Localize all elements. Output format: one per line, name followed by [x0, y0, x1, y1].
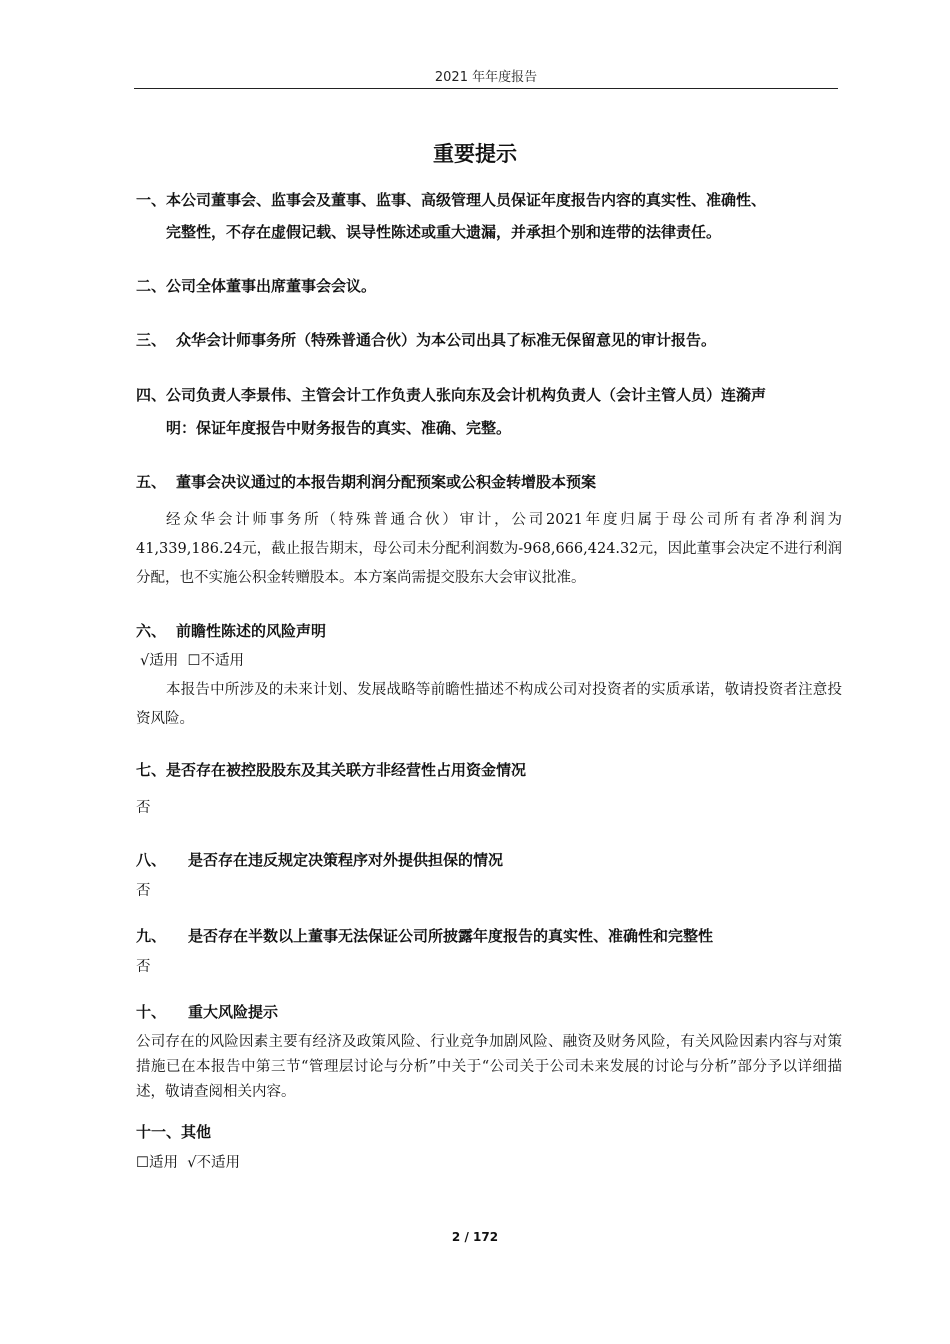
- page-title: 重要提示: [433, 142, 517, 166]
- section-11-heading: [136, 1116, 840, 1148]
- section-9-number: 九、: [136, 927, 167, 945]
- section-6-text: 前瞻性陈述的风险声明: [176, 622, 327, 640]
- section-9-heading: [136, 920, 840, 952]
- section-2-heading: [136, 270, 840, 302]
- section-6-option-not-applicable: ☐不适用: [187, 653, 244, 669]
- section-8-heading: [136, 844, 840, 876]
- section-1-text: 本公司董事会、监事会及董事、监事、高级管理人员保证年度报告内容的真实性、准确性、: [166, 191, 767, 209]
- section-4-continuation: 明：保证年度报告中财务报告的真实、准确、完整。: [166, 419, 512, 437]
- section-5-text: 董事会决议通过的本报告期利润分配预案或公积金转增股本预案: [176, 473, 597, 491]
- section-1-number: 一、: [136, 191, 167, 209]
- section-8-answer: 否: [136, 883, 151, 899]
- section-2-text: 公司全体董事出席董事会会议。: [166, 277, 377, 295]
- section-8-text: 是否存在违反规定决策程序对外提供担保的情况: [188, 851, 504, 869]
- section-10-heading: [136, 996, 840, 1028]
- section-1-heading: [136, 184, 840, 216]
- section-11-number: 十一、: [136, 1123, 182, 1141]
- section-3-heading: [136, 324, 840, 356]
- section-10-number: 十、: [136, 1003, 167, 1021]
- header-rule: [134, 88, 838, 89]
- section-2-number: 二、: [136, 277, 167, 295]
- section-3-number: 三、: [136, 331, 167, 349]
- section-6-body: 本报告中所涉及的未来计划、发展战略等前瞻性描述不构成公司对投资者的实质承诺，敬请投资者注意投资风险。: [136, 682, 842, 727]
- section-5-number: 五、: [136, 473, 167, 491]
- section-6-number: 六、: [136, 622, 167, 640]
- page-number: 2 / 172: [451, 1230, 499, 1244]
- section-11-text: 其他: [181, 1123, 212, 1141]
- section-5-body: 经众华会计师事务所（特殊普通合伙）审计，公司2021年度归属于母公司所有者净利润为41,339,186.24元，截止报告期末，母公司未分配利润数为-968,666,424.32元，因此董事会决定不进行利润分配，也不实施公积金转赠股本。本方案尚需提交股东大会审议批准。: [136, 512, 842, 586]
- section-7-heading: [136, 754, 840, 786]
- section-9-answer: 否: [136, 959, 151, 975]
- section-4-number: 四、: [136, 386, 167, 404]
- section-1-continuation: 完整性，不存在虚假记载、误导性陈述或重大遗漏，并承担个别和连带的法律责任。: [166, 223, 722, 241]
- section-6-option-applicable: √适用: [140, 653, 179, 669]
- section-3-text: 众华会计师事务所（特殊普通合伙）为本公司出具了标准无保留意见的审计报告。: [176, 331, 717, 349]
- section-9-text: 是否存在半数以上董事无法保证公司所披露年度报告的真实性、准确性和完整性: [188, 927, 714, 945]
- section-6-heading: [136, 615, 840, 647]
- running-header: 2021 年年度报告: [434, 70, 538, 85]
- section-11-option-applicable: ☐适用: [136, 1155, 178, 1171]
- section-7-answer: 否: [136, 800, 151, 816]
- section-4-heading: [136, 379, 840, 411]
- section-10-body: 公司存在的风险因素主要有经济及政策风险、行业竞争加剧风险、融资及财务风险，有关风险因素内容与对策措施已在本报告中第三节“管理层讨论与分析”中关于“公司关于公司未来发展的讨论与分析”部分予以详细描述，敬请查阅相关内容。: [136, 1034, 842, 1100]
- section-10-text: 重大风险提示: [188, 1003, 279, 1021]
- section-11-applicability: [136, 1149, 240, 1178]
- section-8-number: 八、: [136, 851, 167, 869]
- section-11-option-not-applicable: √不适用: [187, 1155, 240, 1171]
- section-7-text: 是否存在被控股股东及其关联方非经营性占用资金情况: [166, 761, 527, 779]
- section-5-heading: [136, 466, 840, 498]
- section-7-number: 七、: [136, 761, 167, 779]
- section-4-text: 公司负责人李景伟、主管会计工作负责人张向东及会计机构负责人（会计主管人员）连漪声: [166, 386, 767, 404]
- section-6-applicability: [140, 647, 244, 676]
